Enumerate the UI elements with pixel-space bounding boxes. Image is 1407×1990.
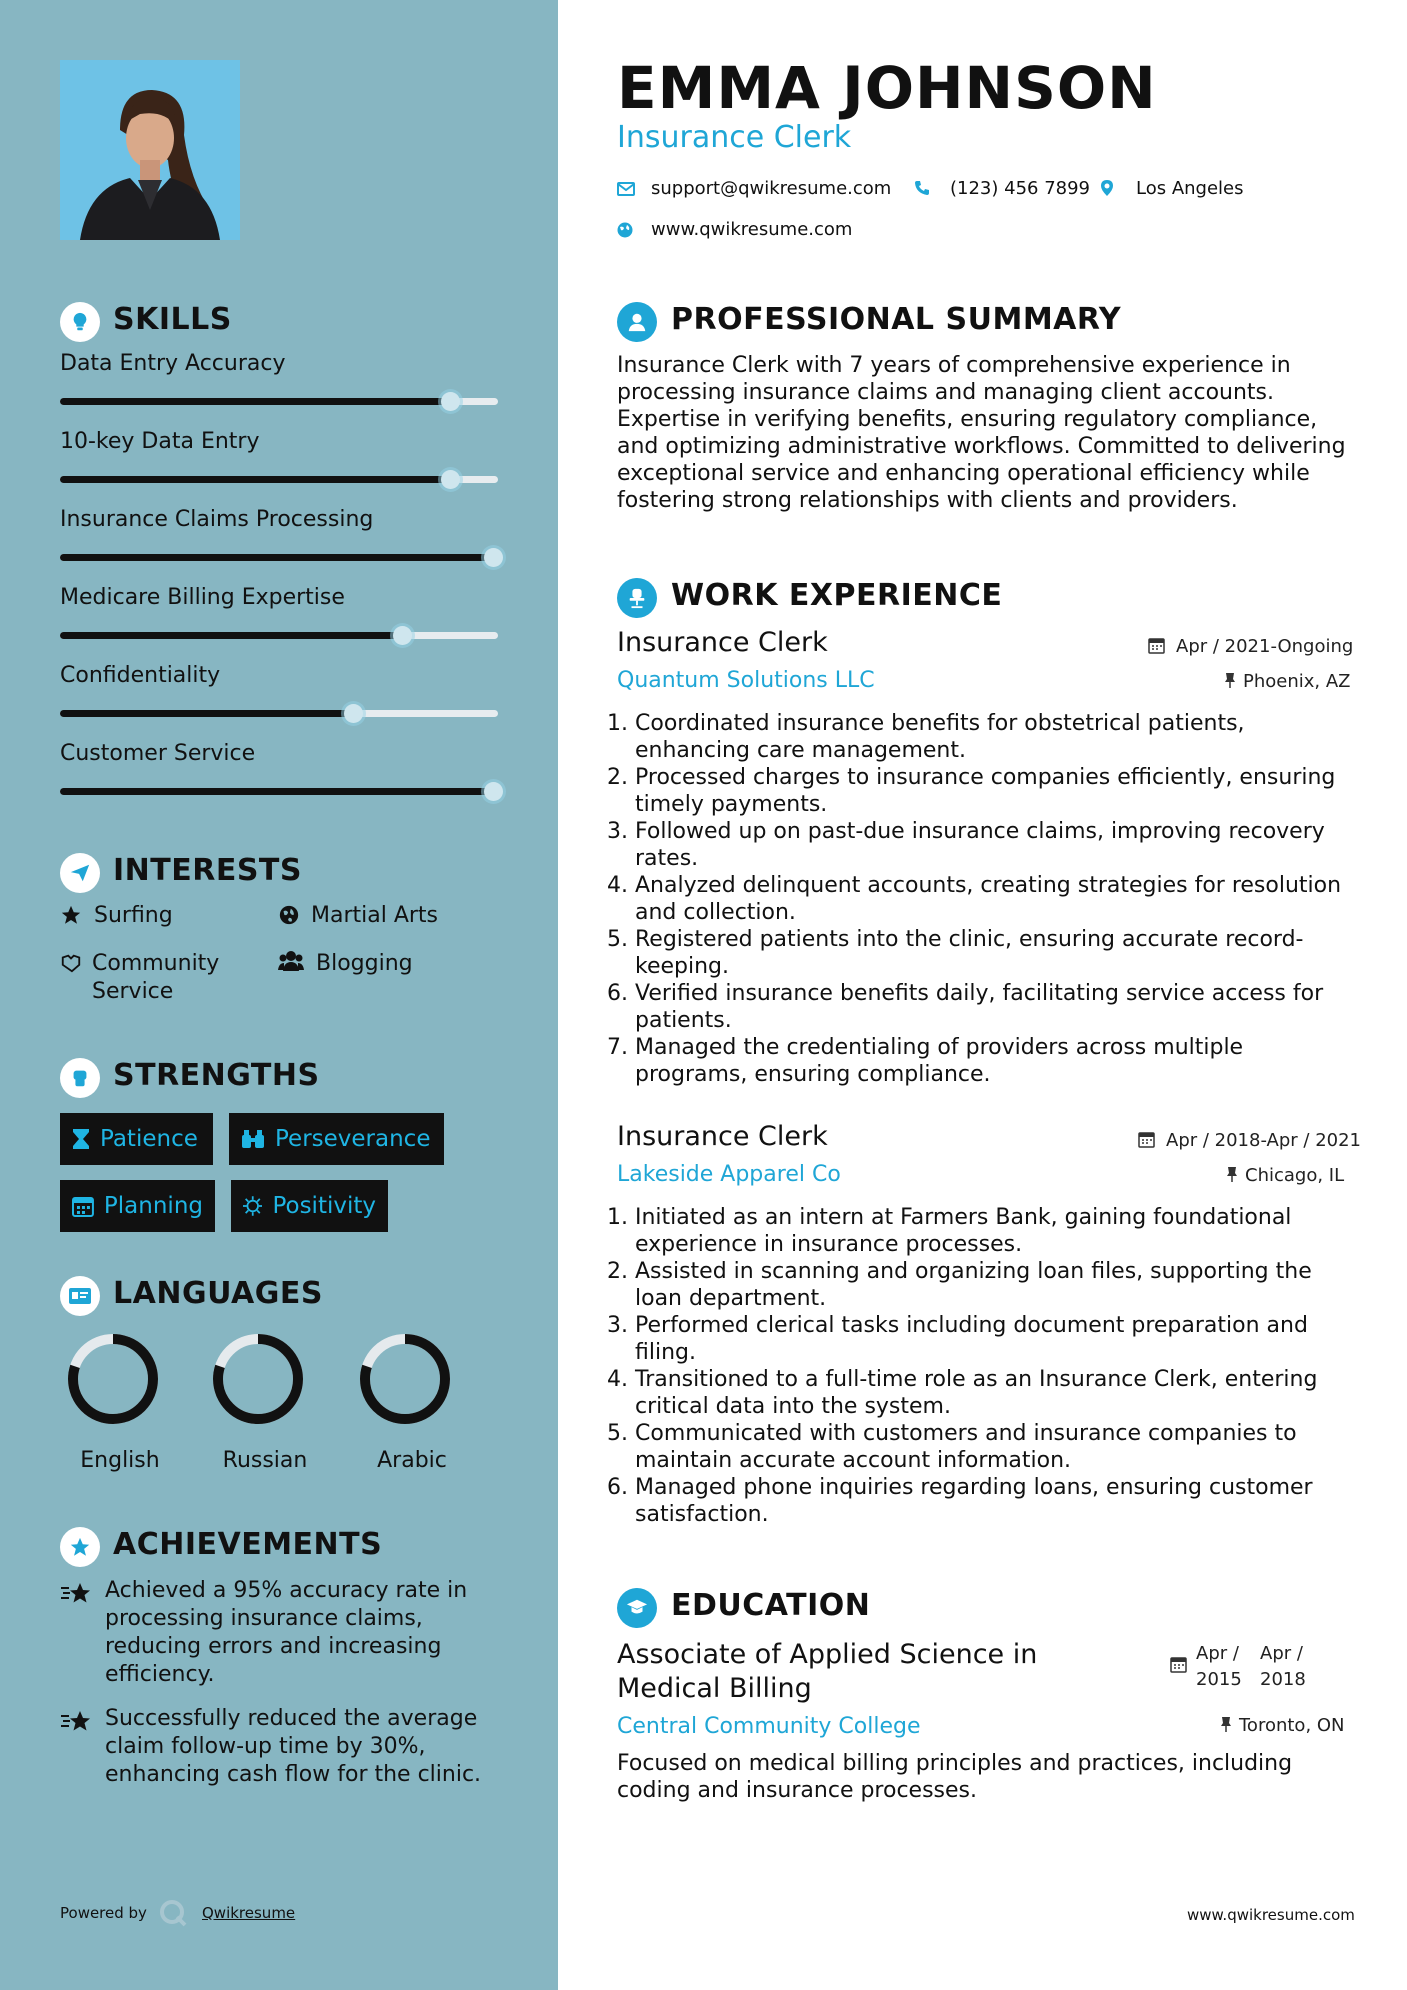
company-name: Lakeside Apparel Co bbox=[617, 1162, 841, 1187]
job-location: Chicago, IL bbox=[1245, 1165, 1345, 1186]
interest-item: Blogging bbox=[316, 951, 413, 976]
powered-by-label: Powered by bbox=[60, 1904, 147, 1922]
binoculars-icon bbox=[241, 1129, 265, 1149]
skill-bar-track bbox=[60, 476, 498, 483]
email-text[interactable]: support@qwikresume.com bbox=[651, 178, 892, 199]
map-pin-icon bbox=[1101, 180, 1113, 200]
skill-bar-handle bbox=[393, 626, 412, 645]
responsibility-item: 5. Communicated with customers and insurance companies to maintain accurate account information. bbox=[635, 1420, 1361, 1474]
summary-text: Insurance Clerk with 7 years of comprehensive experience in processing insurance claims and managing client accounts. Expertise in verifying benefits, ensuring regulatory compliance, and optimizing administrative workflows. Committed to delivering exceptional service and enhancing operational efficiency while fostering strong relationships with clients and providers. bbox=[617, 353, 1346, 513]
calendar-icon bbox=[72, 1195, 94, 1217]
website-text[interactable]: www.qwikresume.com bbox=[651, 219, 853, 240]
skill-bar-fill bbox=[60, 398, 450, 405]
sidebar bbox=[0, 0, 558, 1990]
summary-title: PROFESSIONAL SUMMARY bbox=[671, 302, 1122, 337]
fist-icon bbox=[60, 1058, 100, 1098]
company-name: Quantum Solutions LLC bbox=[617, 668, 875, 693]
globe-icon bbox=[278, 904, 300, 930]
skill-bar-handle bbox=[441, 392, 460, 411]
responsibility-item: 6. Verified insurance benefits daily, facilitating service access for patients. bbox=[635, 980, 1361, 1034]
skill-bar-track bbox=[60, 788, 498, 795]
skill-bar-handle bbox=[484, 782, 503, 801]
language-label: Russian bbox=[222, 1448, 308, 1473]
strength-tag: Positivity bbox=[231, 1180, 388, 1232]
phone-icon bbox=[914, 180, 930, 200]
user-icon bbox=[617, 302, 657, 342]
pushpin-icon bbox=[1220, 1716, 1232, 1737]
achievement-item: Successfully reduced the average claim follow-up time by 30%, enhancing cash flow for the clinic. bbox=[105, 1706, 482, 1787]
job-dates: Apr / 2018-Apr / 2021 bbox=[1166, 1130, 1362, 1151]
calendar-icon bbox=[1170, 1656, 1187, 1677]
skill-bar-fill bbox=[60, 710, 353, 717]
responsibility-item: 4. Transitioned to a full-time role as an Insurance Clerk, entering critical data into the system. bbox=[635, 1366, 1361, 1420]
language-ring bbox=[208, 1329, 308, 1429]
paper-plane-icon bbox=[60, 853, 100, 893]
languages-title: LANGUAGES bbox=[113, 1276, 323, 1311]
education-location: Toronto, ON bbox=[1239, 1715, 1345, 1736]
strength-tag: Planning bbox=[60, 1180, 215, 1232]
skill-bar-fill bbox=[60, 632, 402, 639]
skill-bar-track bbox=[60, 710, 498, 717]
location-text: Los Angeles bbox=[1136, 178, 1244, 199]
strength-tag: Patience bbox=[60, 1113, 213, 1165]
responsibility-item: 7. Managed the credentialing of providers across multiple programs, ensuring compliance. bbox=[635, 1034, 1361, 1088]
skill-label: Medicare Billing Expertise bbox=[60, 585, 345, 610]
footer-site[interactable]: www.qwikresume.com bbox=[1187, 1906, 1355, 1924]
language-ring bbox=[355, 1329, 455, 1429]
responsibility-item: 3. Performed clerical tasks including document preparation and filing. bbox=[635, 1312, 1361, 1366]
skill-label: Confidentiality bbox=[60, 663, 221, 688]
language-label: English bbox=[80, 1448, 160, 1473]
calendar-icon bbox=[1138, 1131, 1155, 1152]
interests-title: INTERESTS bbox=[113, 853, 302, 888]
job-responsibilities bbox=[609, 1204, 1361, 1528]
job-title: Insurance Clerk bbox=[617, 1121, 828, 1152]
main-content bbox=[558, 0, 1407, 1990]
skill-bar-handle bbox=[484, 548, 503, 567]
achievement-item: Achieved a 95% accuracy rate in processing insurance claims, reducing errors and increasing efficiency. bbox=[105, 1578, 468, 1687]
pushpin-icon bbox=[1226, 1166, 1238, 1187]
strength-tag: Perseverance bbox=[229, 1113, 444, 1165]
handshake-icon bbox=[60, 952, 82, 978]
interest-item: Surfing bbox=[94, 903, 173, 928]
candidate-name: EMMA JOHNSON bbox=[617, 54, 1157, 122]
phone-text: (123) 456 7899 bbox=[950, 178, 1091, 199]
strengths-title: STRENGTHS bbox=[113, 1058, 320, 1093]
job-title: Insurance Clerk bbox=[617, 627, 828, 658]
responsibility-item: 5. Registered patients into the clinic, ensuring accurate record-keeping. bbox=[635, 926, 1361, 980]
skill-bar-track bbox=[60, 398, 498, 405]
qwikresume-logo-icon bbox=[158, 1898, 188, 1932]
profile-photo-image bbox=[60, 60, 240, 240]
responsibility-item: 2. Assisted in scanning and organizing loan files, supporting the loan department. bbox=[635, 1258, 1361, 1312]
responsibility-item: 2. Processed charges to insurance companies efficiently, ensuring timely payments. bbox=[635, 764, 1361, 818]
skill-label: Data Entry Accuracy bbox=[60, 351, 286, 376]
job-dates: Apr / 2021-Ongoing bbox=[1176, 636, 1354, 657]
lightbulb-icon bbox=[60, 302, 100, 342]
pushpin-icon bbox=[1224, 672, 1236, 693]
experience-title: WORK EXPERIENCE bbox=[671, 578, 1003, 613]
shooting-star-icon bbox=[60, 1708, 92, 1738]
skill-label: Customer Service bbox=[60, 741, 256, 766]
language-ring bbox=[63, 1329, 163, 1429]
education-start-date: Apr / 2015 bbox=[1196, 1643, 1242, 1690]
profile-photo bbox=[60, 60, 240, 240]
job-responsibilities bbox=[609, 710, 1361, 1088]
achievements-title: ACHIEVEMENTS bbox=[113, 1527, 383, 1562]
responsibility-item: 3. Followed up on past-due insurance claims, improving recovery rates. bbox=[635, 818, 1361, 872]
education-text: Focused on medical billing principles and practices, including coding and insurance processes. bbox=[617, 1751, 1293, 1803]
star-badge-icon bbox=[60, 1527, 100, 1567]
qwikresume-link[interactable]: Qwikresume bbox=[202, 1904, 296, 1922]
id-card-icon bbox=[60, 1276, 100, 1316]
skill-bar-track bbox=[60, 632, 498, 639]
globe-icon bbox=[617, 222, 633, 242]
office-chair-icon bbox=[617, 578, 657, 618]
degree-title: Associate of Applied Science in Medical Billing bbox=[617, 1639, 1038, 1704]
language-label: Arabic bbox=[377, 1448, 447, 1473]
responsibility-item: 1. Initiated as an intern at Farmers Bank, gaining foundational experience in insurance processes. bbox=[635, 1204, 1361, 1258]
skill-label: Insurance Claims Processing bbox=[60, 507, 374, 532]
calendar-icon bbox=[1148, 637, 1165, 658]
graduate-icon bbox=[617, 1588, 657, 1628]
hourglass-icon bbox=[72, 1128, 90, 1150]
skill-bar-handle bbox=[344, 704, 363, 723]
candidate-job-title: Insurance Clerk bbox=[617, 120, 852, 155]
school-name: Central Community College bbox=[617, 1714, 921, 1739]
education-end-date: Apr / 2018 bbox=[1260, 1643, 1306, 1690]
skill-label: 10-key Data Entry bbox=[60, 429, 260, 454]
skills-title: SKILLS bbox=[113, 302, 232, 337]
skill-bar-handle bbox=[441, 470, 460, 489]
envelope-icon bbox=[617, 181, 635, 200]
skill-bar-track bbox=[60, 554, 498, 561]
interest-item: Martial Arts bbox=[311, 903, 439, 928]
skill-bar-fill bbox=[60, 788, 498, 795]
sun-icon bbox=[243, 1195, 262, 1217]
job-location: Phoenix, AZ bbox=[1243, 671, 1351, 692]
users-icon bbox=[278, 950, 304, 976]
responsibility-item: 1. Coordinated insurance benefits for obstetrical patients, enhancing care management. bbox=[635, 710, 1361, 764]
responsibility-item: 6. Managed phone inquiries regarding loans, ensuring customer satisfaction. bbox=[635, 1474, 1361, 1528]
skill-bar-fill bbox=[60, 554, 498, 561]
star-icon bbox=[60, 904, 82, 930]
skill-bar-fill bbox=[60, 476, 450, 483]
education-title: EDUCATION bbox=[671, 1588, 871, 1623]
interest-item: Community Service bbox=[92, 951, 220, 1004]
responsibility-item: 4. Analyzed delinquent accounts, creating strategies for resolution and collection. bbox=[635, 872, 1361, 926]
shooting-star-icon bbox=[60, 1580, 92, 1610]
